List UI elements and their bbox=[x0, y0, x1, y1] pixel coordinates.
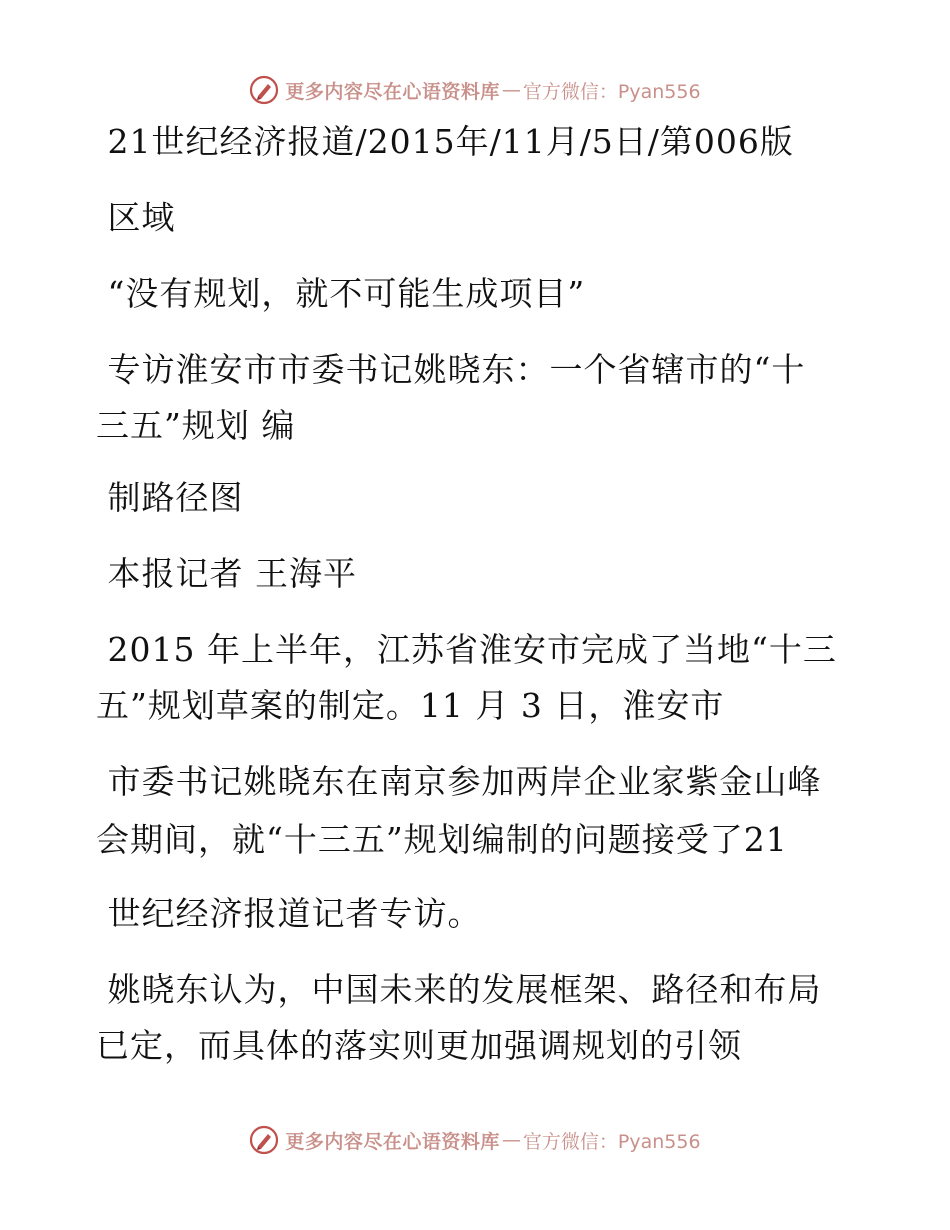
article-line: 世纪经济报道记者专访。 bbox=[96, 894, 482, 933]
article-line: 21世纪经济报道/2015年/11月/5日/第006版 bbox=[96, 122, 794, 161]
watermark-contact: 官方微信：Pyan556 bbox=[522, 80, 701, 103]
article-line: 会期间，就“十三五”规划编制的问题接受了21 bbox=[96, 820, 788, 859]
watermark-separator: — bbox=[501, 1129, 521, 1151]
pen-logo-icon bbox=[249, 75, 279, 105]
article-line: 2015 年上半年，江苏省淮安市完成了当地“十三 bbox=[96, 630, 837, 669]
article-line: 姚晓东认为，中国未来的发展框架、路径和布局 bbox=[96, 970, 822, 1009]
article-line: 已定，而具体的落实则更加强调规划的引领 bbox=[96, 1026, 742, 1065]
pen-logo-icon bbox=[249, 1125, 279, 1155]
article-line: 区域 bbox=[96, 198, 176, 237]
article-line: 制路径图 bbox=[96, 478, 244, 517]
header-watermark-banner bbox=[0, 72, 950, 108]
article-line: “没有规划，就不可能生成项目” bbox=[96, 274, 586, 313]
article-line: 市委书记姚晓东在南京参加两岸企业家紫金山峰 bbox=[96, 762, 822, 801]
watermark-separator: — bbox=[501, 79, 521, 101]
article-line: 专访淮安市市委书记姚晓东：一个省辖市的“十 bbox=[96, 350, 806, 389]
watermark-title: 更多内容尽在心语资料库 bbox=[285, 80, 500, 103]
article-line: 五”规划草案的制定。11 月 3 日，淮安市 bbox=[96, 686, 725, 725]
article-line: 三五”规划 编 bbox=[96, 406, 296, 445]
article-line: 本报记者 王海平 bbox=[96, 554, 357, 593]
watermark-title: 更多内容尽在心语资料库 bbox=[285, 1130, 500, 1153]
watermark-contact: 官方微信：Pyan556 bbox=[522, 1130, 701, 1153]
footer-watermark-banner bbox=[0, 1122, 950, 1158]
